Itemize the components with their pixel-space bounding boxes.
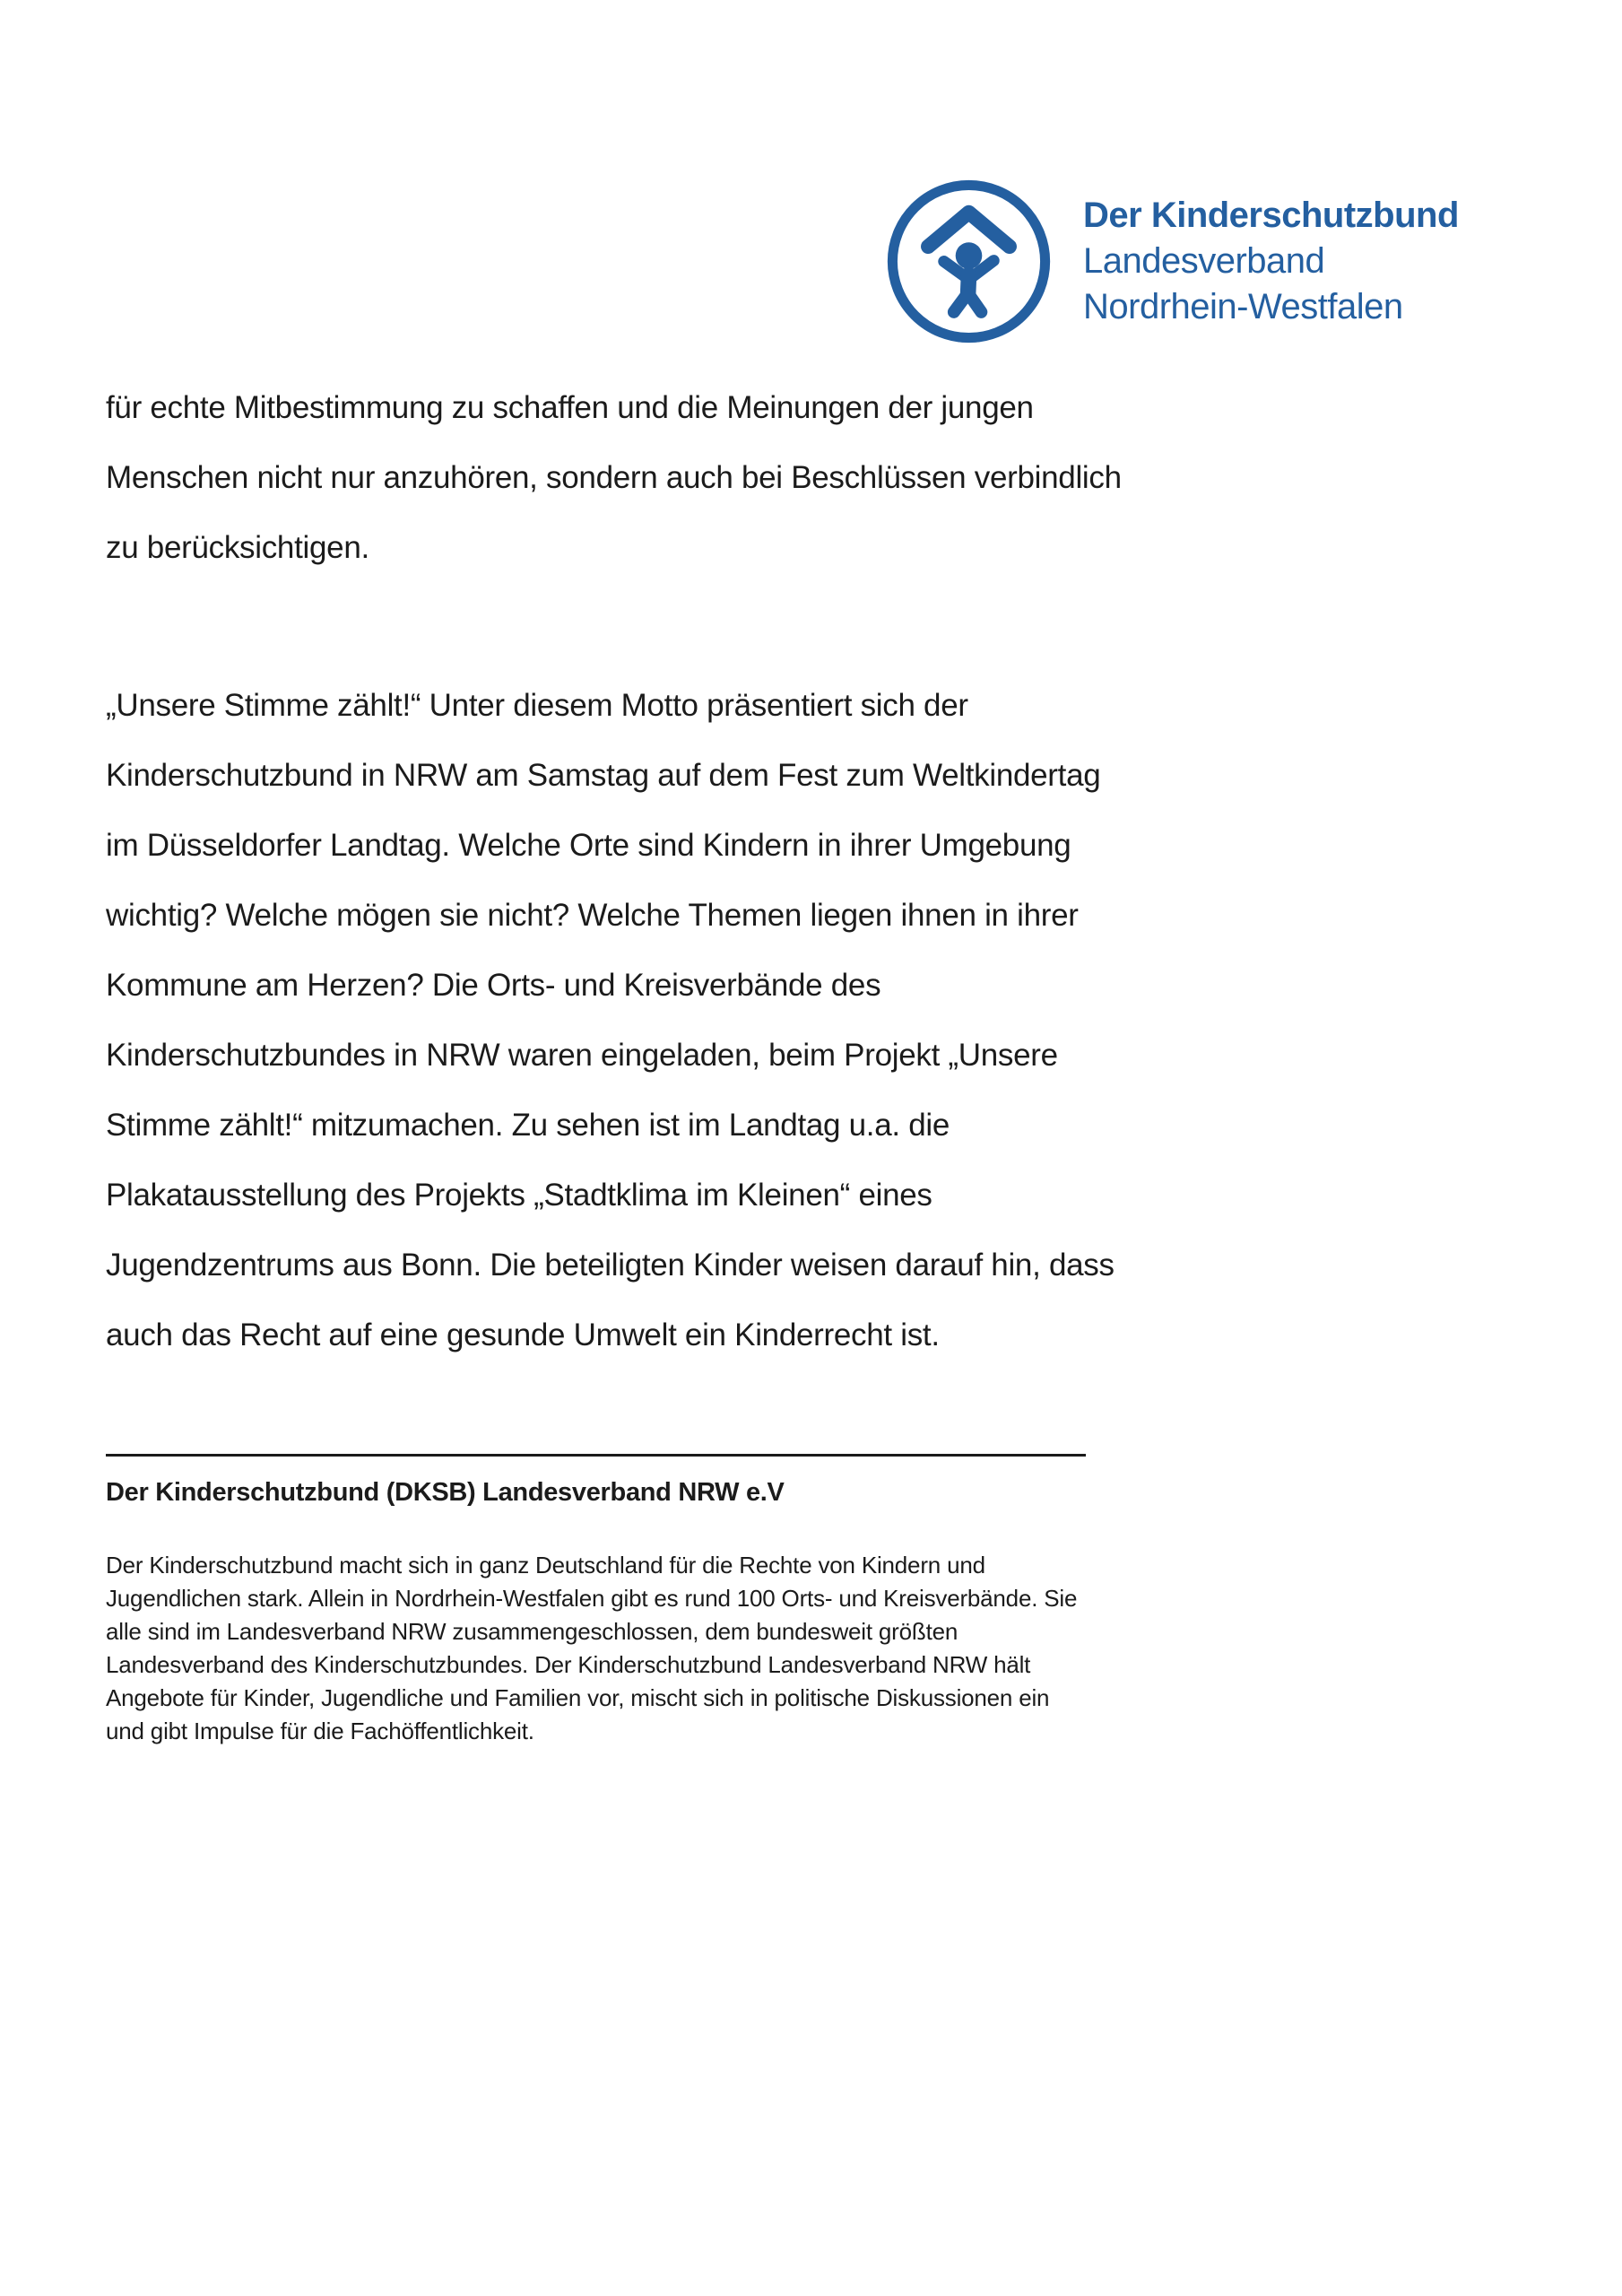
body-paragraph-1: für echte Mitbestimmung zu schaffen und die Meinungen der jungen Menschen nicht nur anzuhören, sondern auch bei Beschlüssen verbindlich zu berücksichtigen. [106,390,1122,565]
divider-line [106,1454,1086,1457]
press-release-body [106,373,1361,1370]
body-paragraph-2: „Unsere Stimme zählt!“ Unter diesem Motto präsentiert sich der Kinderschutzbund in NRW am Samstag auf dem Fest zum Weltkindertag im Düsseldorfer Landtag. Welche Orte sind Kindern in ihrer Umgebung wichtig? Welche mögen sie nicht? Welche Themen liegen ihnen in ihrer Kommune am Herzen? Die Orts- und Kreisverbände des Kinderschutzbundes in NRW waren eingeladen, beim Projekt „Unsere Stimme zählt!“ mitzumachen. Zu sehen ist im Landtag u.a. die Plakatausstellung des Projekts „Stadtklima im Kleinen“ eines Jugendzentrums aus Bonn. Die beteiligten Kinder weisen darauf hin, dass auch das Recht auf eine gesunde Umwelt ein Kinderrecht ist. [106,688,1115,1352]
org-logo [886,178,1459,345]
org-subtitle-2: Nordrhein-Westfalen [1083,287,1403,326]
org-name: Der Kinderschutzbund [1083,196,1459,235]
kinderschutzbund-child-under-roof-icon [886,178,1052,345]
boilerplate-heading: Der Kinderschutzbund (DKSB) Landesverband NRW e.V [106,1478,785,1507]
org-wordmark [1083,193,1459,330]
org-subtitle-1: Landesverband [1083,241,1325,281]
boilerplate-text: Der Kinderschutzbund macht sich in ganz Deutschland für die Rechte von Kindern und Jugendlichen stark. Allein in Nordrhein-Westfalen gibt es rund 100 Orts- und Kreisverbände. Sie alle sind im Landesverband NRW zusammengeschlossen, dem bundesweit größten Landesverband des Kinderschutzbundes. Der Kinderschutzbund Landesverband NRW hält Angebote für Kinder, Jugendliche und Familien vor, mischt sich in politische Diskussionen ein und gibt Impulse für die Fachöffentlichkeit. [106,1552,1078,1744]
